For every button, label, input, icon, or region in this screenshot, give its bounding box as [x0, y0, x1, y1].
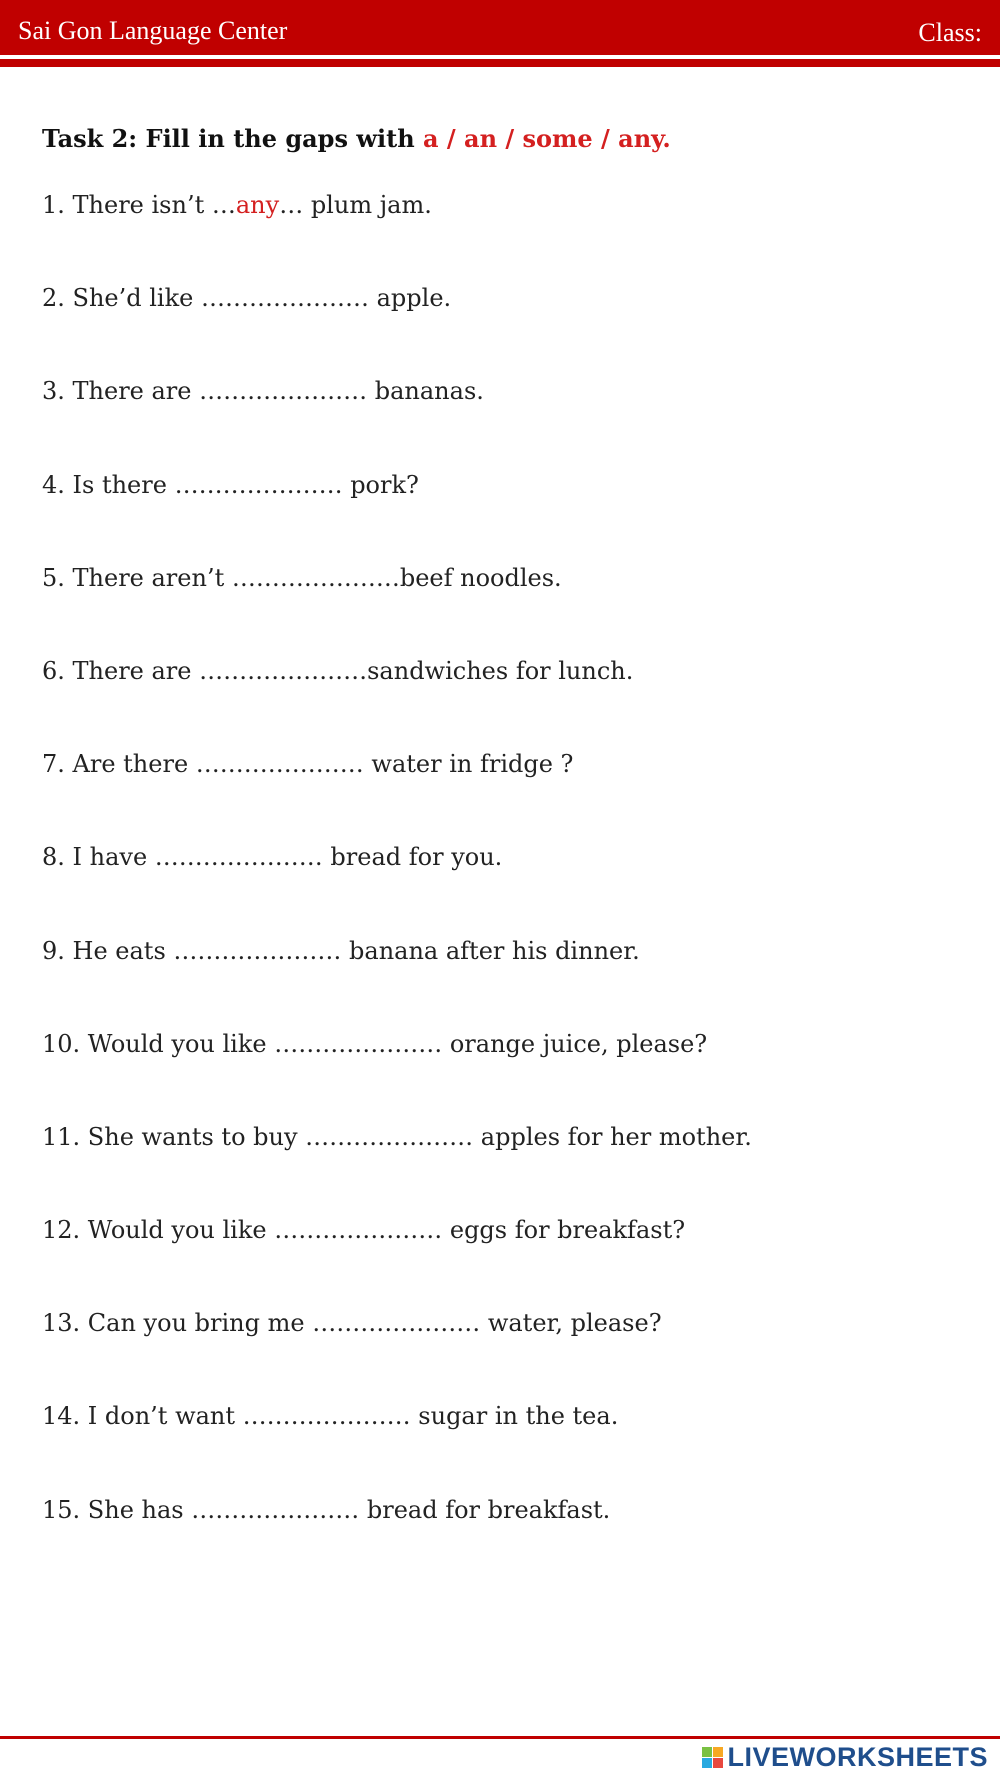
answer-blank[interactable]: any: [235, 191, 280, 219]
question-11: [42, 1122, 942, 1215]
question-12: [42, 1215, 942, 1308]
question-text: 1. There isn’t …: [42, 191, 236, 219]
question-4: [42, 470, 942, 563]
question-10: [42, 1029, 942, 1122]
header-underline: [0, 59, 1000, 67]
question-text[interactable]: 8. I have ………………… bread for you.: [42, 843, 503, 872]
question-3: [42, 376, 942, 469]
question-text[interactable]: 10. Would you like ………………… orange juice, please?: [42, 1029, 708, 1058]
header-bar: [0, 0, 1000, 55]
question-1: [42, 190, 942, 283]
task-title: [42, 124, 671, 153]
question-list: [42, 190, 942, 1588]
question-text[interactable]: 13. Can you bring me ………………… water, please?: [42, 1309, 662, 1338]
question-8: [42, 842, 942, 935]
question-text-after: … plum jam.: [279, 191, 432, 219]
question-text[interactable]: 15. She has ………………… bread for breakfast.: [42, 1495, 611, 1524]
task-options: a / an / some / any.: [423, 124, 671, 153]
question-6: [42, 656, 942, 749]
liveworksheets-logo-icon: [702, 1747, 723, 1768]
question-2: [42, 283, 942, 376]
question-15: [42, 1495, 942, 1588]
question-text[interactable]: 3. There are ………………… bananas.: [42, 377, 484, 406]
school-name: Sai Gon Language Center: [18, 16, 288, 45]
question-text[interactable]: 7. Are there ………………… water in fridge ?: [42, 750, 574, 779]
question-text[interactable]: 9. He eats ………………… banana after his dinner.: [42, 936, 640, 965]
class-label: Class:: [918, 18, 982, 47]
question-text[interactable]: 6. There are …………………sandwiches for lunch.: [42, 656, 634, 685]
liveworksheets-logo: [702, 1742, 988, 1772]
question-14: [42, 1401, 942, 1494]
question-text[interactable]: 2. She’d like ………………… apple.: [42, 284, 452, 313]
task-instruction: Task 2: Fill in the gaps with: [42, 124, 423, 153]
question-text[interactable]: 4. Is there ………………… pork?: [42, 470, 419, 499]
question-5: [42, 563, 942, 656]
footer-divider: [0, 1736, 1000, 1739]
question-13: [42, 1308, 942, 1401]
question-text[interactable]: 11. She wants to buy ………………… apples for her mother.: [42, 1122, 752, 1151]
question-9: [42, 936, 942, 1029]
question-text[interactable]: 14. I don’t want ………………… sugar in the tea.: [42, 1402, 619, 1431]
question-text[interactable]: 5. There aren’t …………………beef noodles.: [42, 563, 562, 592]
question-text[interactable]: 12. Would you like ………………… eggs for breakfast?: [42, 1216, 686, 1245]
logo-text: LIVEWORKSHEETS: [727, 1741, 988, 1772]
question-7: [42, 749, 942, 842]
